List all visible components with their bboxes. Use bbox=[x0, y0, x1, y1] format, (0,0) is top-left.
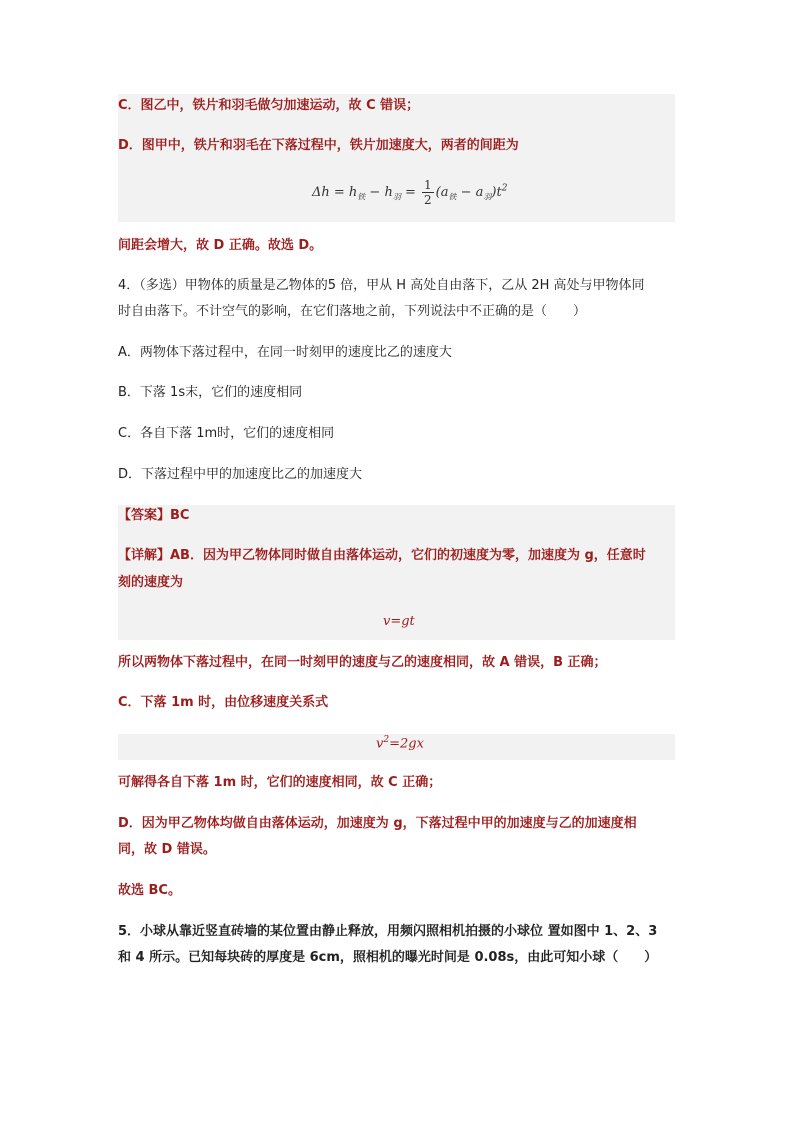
question4-final: 故选 BC。 bbox=[118, 883, 181, 898]
solution-c-line: C．图乙中，铁片和羽毛做匀加速运动，故 C 错误； bbox=[118, 98, 420, 113]
equation-delta-h: $\Delta h = h_铁 - h_羽$ = $\frac{1}{2}$ $(a_铁 - a_羽)t^2$ bbox=[312, 178, 508, 207]
equation-v-gt: v=gt bbox=[383, 614, 415, 629]
equation-v2-2gx: $v^2=2gx$ bbox=[376, 735, 424, 752]
question5-line2: 和 4 所示。已知每块砖的厚度是 6cm，照相机的曝光时间是 0.08s，由此可知小球（ ） bbox=[118, 950, 658, 965]
question4-d-detail-line1: D．因为甲乙物体均做自由落体运动，加速度为 g，下落过程中甲的加速度与乙的加速度相 bbox=[118, 816, 637, 831]
fraction-half: $\frac{1}{2}$ bbox=[424, 178, 432, 207]
question4-d-detail-line2: 同，故 D 错误。 bbox=[118, 842, 216, 857]
question4-c-conclusion: 可解得各自下落 1m 时，它们的速度相同，故 C 正确； bbox=[118, 775, 442, 790]
question4-option-d: D．下落过程中甲的加速度比乙的加速度大 bbox=[118, 467, 363, 482]
question5-line1: 5．小球从靠近竖直砖墙的某位置由静止释放，用频闪照相机拍摄的小球位 置如图中 1、2、3 bbox=[118, 924, 658, 939]
question4-detail-line1: 【详解】AB．因为甲乙物体同时做自由落体运动，它们的初速度为零，加速度为 g，任意时 bbox=[118, 548, 646, 563]
question4-ab-conclusion: 所以两物体下落过程中，在同一时刻甲的速度与乙的速度相同，故 A 错误，B 正确； bbox=[118, 655, 607, 670]
solution-d-conclusion: 间距会增大，故 D 正确。故选 D。 bbox=[118, 238, 323, 253]
question4-option-c: C．各自下落 1m时，它们的速度相同 bbox=[118, 426, 335, 441]
question4-option-b: B．下落 1s末，它们的速度相同 bbox=[118, 385, 303, 400]
question4-c-detail: C．下落 1m 时，由位移速度关系式 bbox=[118, 695, 329, 710]
solution-d-line: D．图甲中，铁片和羽毛在下落过程中，铁片加速度大，两者的间距为 bbox=[118, 138, 519, 153]
question4-stem-line1: 4．（多选）甲物体的质量是乙物体的5 倍，甲从 H 高处自由落下，乙从 2H 高处与甲物体同 bbox=[118, 278, 645, 293]
question4-option-a: A．两物体下落过程中，在同一时刻甲的速度比乙的速度大 bbox=[118, 345, 452, 360]
question4-detail-line2: 刻的速度为 bbox=[118, 575, 184, 590]
question4-answer: 【答案】BC bbox=[118, 508, 190, 523]
question4-stem-line2: 时自由落下。不计空气的影响，在它们落地之前，下列说法中不正确的是（ ） bbox=[118, 304, 587, 319]
